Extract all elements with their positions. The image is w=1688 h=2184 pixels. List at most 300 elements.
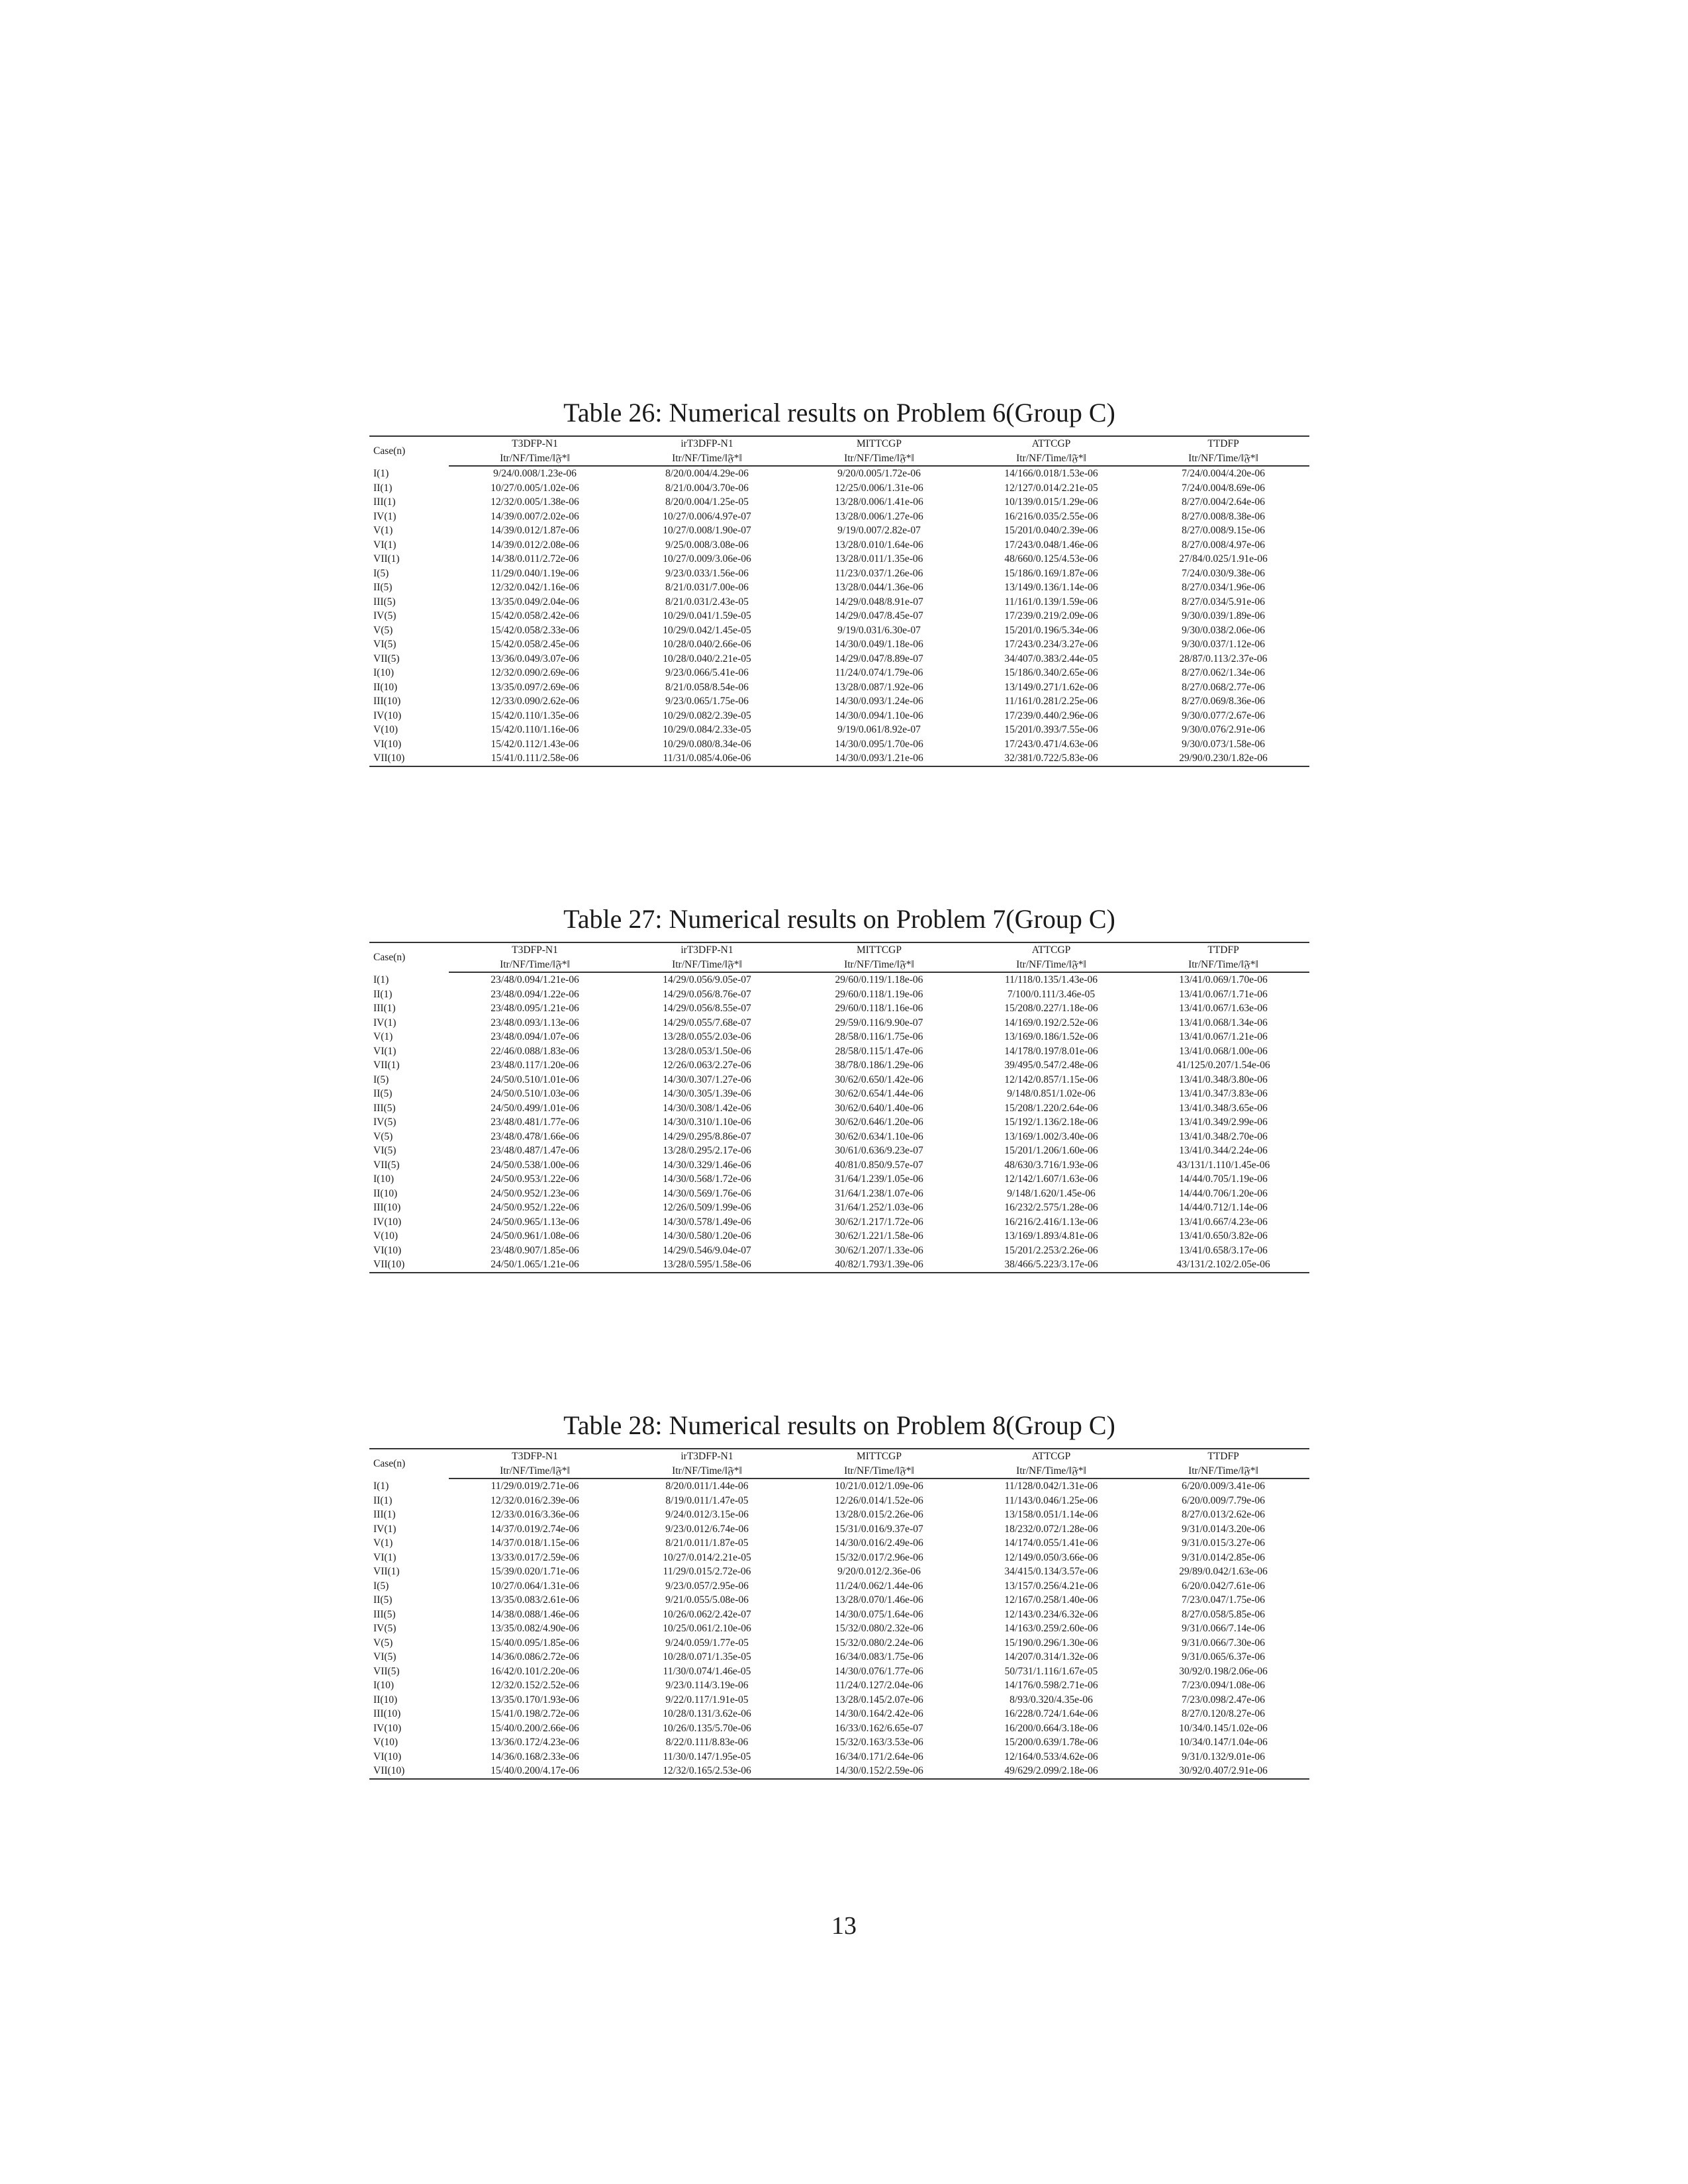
result-cell: 30/92/0.407/2.91e-06 [1137, 1764, 1309, 1779]
table-row [369, 1187, 1309, 1201]
table-28-block [369, 1410, 1309, 1780]
result-cell: 11/23/0.037/1.26e-06 [835, 567, 923, 579]
result-cell: 13/157/0.256/4.21e-06 [1004, 1580, 1098, 1592]
result-cell: 10/34/0.145/1.02e-06 [1179, 1722, 1268, 1734]
case-cell: II(1) [373, 1494, 393, 1506]
result-cell: 17/239/0.440/2.96e-06 [1004, 709, 1098, 721]
result-cell: 8/20/0.011/1.44e-06 [665, 1480, 749, 1492]
result-cell: 23/48/0.095/1.21e-06 [491, 1003, 579, 1014]
result-cell: 13/33/0.017/2.59e-06 [491, 1551, 579, 1563]
result-cell: 13/41/0.348/3.65e-06 [1179, 1102, 1268, 1114]
metric-header: Itr/NF/Time/‖𝔉*‖ [449, 451, 621, 467]
table-row [369, 1101, 1309, 1116]
result-cell: 48/630/3.716/1.93e-06 [1004, 1159, 1098, 1171]
result-cell: 15/32/0.163/3.53e-06 [835, 1737, 923, 1748]
table-row [369, 1201, 1309, 1215]
result-cell: 12/32/0.165/2.53e-06 [621, 1764, 793, 1779]
result-cell: 49/629/2.099/2.18e-06 [965, 1764, 1137, 1779]
result-cell: 48/660/0.125/4.53e-06 [1004, 553, 1098, 565]
result-cell: 14/39/0.012/1.87e-06 [491, 525, 579, 536]
result-cell: 15/39/0.020/1.71e-06 [491, 1566, 579, 1577]
result-cell: 27/84/0.025/1.91e-06 [1179, 553, 1268, 565]
table-row [369, 1158, 1309, 1173]
table-row [369, 1215, 1309, 1230]
result-cell: 31/64/1.239/1.05e-06 [835, 1173, 923, 1185]
result-cell: 8/22/0.111/8.83e-06 [665, 1737, 749, 1748]
result-cell: 15/40/0.200/2.66e-06 [491, 1722, 579, 1734]
result-cell: 14/30/0.093/1.24e-06 [835, 696, 923, 707]
result-cell: 9/23/0.065/1.75e-06 [665, 696, 749, 707]
result-cell: 14/176/0.598/2.71e-06 [1004, 1680, 1098, 1691]
result-cell: 11/31/0.085/4.06e-06 [621, 751, 793, 766]
table-row [369, 1750, 1309, 1764]
result-cell: 15/201/0.040/2.39e-06 [1004, 525, 1098, 536]
result-cell: 14/29/0.056/8.55e-07 [663, 1003, 751, 1014]
table-row [369, 595, 1309, 610]
result-cell: 22/46/0.088/1.83e-06 [491, 1045, 579, 1057]
result-cell: 15/42/0.110/1.16e-06 [491, 724, 579, 735]
result-cell: 6/20/0.009/3.41e-06 [1182, 1480, 1265, 1492]
method-header: ATTCGP [965, 1449, 1137, 1464]
table-row [369, 1257, 1309, 1273]
table-row [369, 694, 1309, 709]
result-cell: 9/19/0.061/8.92e-07 [837, 724, 921, 735]
method-header: T3DFP-N1 [449, 1449, 621, 1464]
result-cell: 13/28/0.595/1.58e-06 [621, 1257, 793, 1273]
result-cell: 11/161/0.139/1.59e-06 [1004, 596, 1098, 608]
case-cell: II(1) [373, 988, 393, 1000]
case-cell: VII(1) [373, 1060, 400, 1071]
table-row [369, 466, 1309, 481]
result-cell: 14/30/0.093/1.21e-06 [793, 751, 965, 766]
case-cell: II(10) [373, 1694, 398, 1706]
result-cell: 10/34/0.147/1.04e-06 [1179, 1737, 1268, 1748]
result-cell: 15/32/0.017/2.96e-06 [835, 1551, 923, 1563]
result-cell: 16/228/0.724/1.64e-06 [1004, 1708, 1098, 1719]
result-cell: 13/41/0.650/3.82e-06 [1179, 1230, 1268, 1242]
result-cell: 10/26/0.135/5.70e-06 [663, 1722, 751, 1734]
result-cell: 23/48/0.093/1.13e-06 [491, 1017, 579, 1028]
table-row [369, 1016, 1309, 1030]
case-cell: V(5) [373, 624, 393, 636]
table-row [369, 1229, 1309, 1244]
result-cell: 9/24/0.059/1.77e-05 [665, 1637, 749, 1649]
result-cell: 24/50/0.965/1.13e-06 [491, 1216, 579, 1228]
result-cell: 11/30/0.147/1.95e-05 [663, 1751, 751, 1762]
case-cell: V(1) [373, 525, 393, 536]
result-cell: 14/29/0.047/8.45e-07 [835, 610, 923, 621]
table-row [369, 1636, 1309, 1651]
case-cell: V(1) [373, 1031, 393, 1042]
result-cell: 15/42/0.112/1.43e-06 [491, 738, 579, 750]
case-cell: VI(10) [373, 1751, 402, 1762]
result-cell: 9/23/0.033/1.56e-06 [665, 567, 749, 579]
result-cell: 16/216/0.035/2.55e-06 [1004, 510, 1098, 522]
result-cell: 13/28/0.053/1.50e-06 [663, 1045, 751, 1057]
result-cell: 10/29/0.084/2.33e-05 [663, 724, 751, 735]
result-cell: 11/143/0.046/1.25e-06 [1004, 1494, 1098, 1506]
table-row [369, 1707, 1309, 1721]
result-cell: 9/19/0.031/6.30e-07 [837, 624, 921, 636]
result-cell: 13/41/0.658/3.17e-06 [1179, 1244, 1268, 1256]
result-cell: 17/243/0.048/1.46e-06 [1004, 539, 1098, 551]
result-cell: 28/87/0.113/2.37e-06 [1179, 653, 1268, 664]
result-cell: 11/118/0.135/1.43e-06 [1004, 974, 1098, 985]
result-cell: 14/29/0.056/9.05e-07 [663, 974, 751, 985]
result-cell: 9/19/0.007/2.82e-07 [837, 525, 921, 536]
result-cell: 13/28/0.015/2.26e-06 [835, 1509, 923, 1520]
result-cell: 13/149/0.136/1.14e-06 [1004, 582, 1098, 593]
result-cell: 8/21/0.011/1.87e-05 [665, 1537, 749, 1549]
result-cell: 15/186/0.340/2.65e-06 [1004, 667, 1098, 678]
result-cell: 9/31/0.066/7.30e-06 [1182, 1637, 1265, 1649]
case-cell: II(1) [373, 482, 393, 494]
case-cell: VII(10) [369, 1257, 449, 1273]
result-cell: 9/30/0.039/1.89e-06 [1182, 610, 1265, 621]
result-cell: 11/29/0.015/2.72e-06 [663, 1566, 751, 1577]
result-cell: 30/92/0.198/2.06e-06 [1179, 1665, 1268, 1677]
result-cell: 14/29/0.047/8.89e-07 [835, 653, 923, 664]
result-cell: 14/30/0.075/1.64e-06 [835, 1608, 923, 1620]
result-cell: 34/415/0.134/3.57e-06 [1004, 1566, 1098, 1577]
result-cell: 17/243/0.471/4.63e-06 [1004, 738, 1098, 750]
result-cell: 14/29/0.056/8.76e-07 [663, 988, 751, 1000]
result-cell: 31/64/1.252/1.03e-06 [835, 1202, 923, 1213]
table-row [369, 637, 1309, 652]
result-cell: 12/164/0.533/4.62e-06 [1004, 1751, 1098, 1762]
result-cell: 12/32/0.016/2.39e-06 [491, 1494, 579, 1506]
result-cell: 14/30/0.308/1.42e-06 [663, 1102, 751, 1114]
result-cell: 13/169/0.186/1.52e-06 [1004, 1031, 1098, 1042]
result-cell: 32/381/0.722/5.83e-06 [965, 751, 1137, 766]
table-row [369, 1664, 1309, 1679]
result-cell: 10/29/0.080/8.34e-06 [663, 738, 751, 750]
result-cell: 13/41/0.068/1.00e-06 [1179, 1045, 1268, 1057]
table-row [369, 1593, 1309, 1608]
result-cell: 24/50/0.952/1.23e-06 [491, 1187, 579, 1199]
metric-header: Itr/NF/Time/‖𝔉*‖ [965, 958, 1137, 973]
result-cell: 13/35/0.049/2.04e-06 [491, 596, 579, 608]
result-cell: 29/60/0.118/1.19e-06 [835, 988, 923, 1000]
result-cell: 13/28/0.070/1.46e-06 [835, 1594, 923, 1606]
result-cell: 8/20/0.004/1.25e-05 [665, 496, 749, 508]
result-cell: 16/34/0.171/2.64e-06 [835, 1751, 923, 1762]
method-header: T3DFP-N1 [449, 436, 621, 451]
result-cell: 14/39/0.007/2.02e-06 [491, 510, 579, 522]
result-cell: 13/41/0.068/1.34e-06 [1179, 1017, 1268, 1028]
result-cell: 23/48/0.094/1.07e-06 [491, 1031, 579, 1042]
table-row [369, 1693, 1309, 1707]
result-cell: 9/23/0.057/2.95e-06 [665, 1580, 749, 1592]
table-body [369, 1479, 1309, 1779]
method-header: TTDFP [1137, 436, 1309, 451]
results-table [369, 1448, 1309, 1780]
result-cell: 14/30/0.095/1.70e-06 [835, 738, 923, 750]
result-cell: 10/27/0.009/3.06e-06 [663, 553, 751, 565]
result-cell: 9/23/0.066/5.41e-06 [665, 667, 749, 678]
result-cell: 9/30/0.038/2.06e-06 [1182, 624, 1265, 636]
result-cell: 12/26/0.063/2.27e-06 [663, 1060, 751, 1071]
result-cell: 8/19/0.011/1.47e-05 [665, 1494, 749, 1506]
table-row [369, 1608, 1309, 1622]
result-cell: 15/42/0.058/2.42e-06 [491, 610, 579, 621]
result-cell: 15/201/1.206/1.60e-06 [1004, 1145, 1098, 1156]
table-row [369, 1522, 1309, 1537]
table-body [369, 466, 1309, 766]
result-cell: 30/62/0.650/1.42e-06 [835, 1073, 923, 1085]
method-header: irT3DFP-N1 [621, 436, 793, 451]
table-row [369, 609, 1309, 623]
result-cell: 8/21/0.058/8.54e-06 [665, 681, 749, 693]
result-cell: 14/37/0.019/2.74e-06 [491, 1523, 579, 1535]
metric-header: Itr/NF/Time/‖𝔉*‖ [1137, 958, 1309, 973]
case-cell: IV(5) [373, 1623, 397, 1634]
result-cell: 12/26/0.014/1.52e-06 [835, 1494, 923, 1506]
case-cell: VI(1) [373, 1045, 397, 1057]
table-row [369, 1551, 1309, 1565]
result-cell: 10/139/0.015/1.29e-06 [1004, 496, 1098, 508]
case-cell: IV(1) [373, 510, 397, 522]
case-cell: V(1) [373, 1537, 393, 1549]
result-cell: 8/21/0.004/3.70e-06 [665, 482, 749, 494]
result-cell: 13/41/0.348/2.70e-06 [1179, 1130, 1268, 1142]
result-cell: 9/20/0.005/1.72e-06 [837, 468, 921, 479]
case-cell: VI(10) [373, 738, 402, 750]
result-cell: 14/30/0.580/1.20e-06 [663, 1230, 751, 1242]
case-cell: IV(10) [373, 1722, 402, 1734]
result-cell: 7/100/0.111/3.46e-05 [1007, 988, 1096, 1000]
result-cell: 9/30/0.037/1.12e-06 [1182, 639, 1265, 650]
result-cell: 18/232/0.072/1.28e-06 [1004, 1523, 1098, 1535]
result-cell: 12/149/0.050/3.66e-06 [1004, 1551, 1098, 1563]
metric-header: Itr/NF/Time/‖𝔉*‖ [793, 451, 965, 467]
table-row [369, 1494, 1309, 1508]
case-cell: III(5) [373, 1608, 396, 1620]
table-row [369, 1650, 1309, 1664]
result-cell: 23/48/0.481/1.77e-06 [491, 1116, 579, 1128]
result-cell: 10/27/0.005/1.02e-06 [491, 482, 579, 494]
result-cell: 23/48/0.094/1.21e-06 [491, 974, 579, 985]
result-cell: 38/466/5.223/3.17e-06 [965, 1257, 1137, 1273]
case-cell: III(10) [373, 1708, 401, 1719]
result-cell: 16/216/2.416/1.13e-06 [1004, 1216, 1098, 1228]
metric-header: Itr/NF/Time/‖𝔉*‖ [965, 1464, 1137, 1479]
case-cell: VI(5) [373, 1145, 397, 1156]
result-cell: 23/48/0.907/1.85e-06 [491, 1244, 579, 1256]
result-cell: 13/28/0.006/1.41e-06 [835, 496, 923, 508]
case-cell: VII(1) [373, 1566, 400, 1577]
result-cell: 13/169/1.893/4.81e-06 [1004, 1230, 1098, 1242]
result-cell: 6/20/0.009/7.79e-06 [1182, 1494, 1265, 1506]
case-cell: III(1) [373, 1509, 396, 1520]
table-row [369, 481, 1309, 496]
result-cell: 24/50/0.538/1.00e-06 [491, 1159, 579, 1171]
result-cell: 15/40/0.200/4.17e-06 [449, 1764, 621, 1779]
result-cell: 11/24/0.127/2.04e-06 [835, 1680, 923, 1691]
result-cell: 12/25/0.006/1.31e-06 [835, 482, 923, 494]
table-row [369, 972, 1309, 987]
result-cell: 14/30/0.152/2.59e-06 [793, 1764, 965, 1779]
result-cell: 24/50/0.510/1.01e-06 [491, 1073, 579, 1085]
result-cell: 30/62/1.217/1.72e-06 [835, 1216, 923, 1228]
result-cell: 16/42/0.101/2.20e-06 [491, 1665, 579, 1677]
case-cell: V(10) [373, 724, 399, 735]
case-cell: VII(5) [373, 1159, 400, 1171]
result-cell: 13/36/0.049/3.07e-06 [491, 653, 579, 664]
result-cell: 15/208/1.220/2.64e-06 [1004, 1102, 1098, 1114]
result-cell: 7/23/0.098/2.47e-06 [1182, 1694, 1265, 1706]
result-cell: 14/44/0.712/1.14e-06 [1179, 1202, 1268, 1213]
result-cell: 14/30/0.305/1.39e-06 [663, 1088, 751, 1099]
result-cell: 13/149/0.271/1.62e-06 [1004, 681, 1098, 693]
table-row [369, 1479, 1309, 1494]
method-header: ATTCGP [965, 436, 1137, 451]
result-cell: 15/201/2.253/2.26e-06 [1004, 1244, 1098, 1256]
case-cell: IV(10) [373, 1216, 402, 1228]
metric-header: Itr/NF/Time/‖𝔉*‖ [1137, 451, 1309, 467]
result-cell: 39/495/0.547/2.48e-06 [1004, 1060, 1098, 1071]
metric-header: Itr/NF/Time/‖𝔉*‖ [449, 958, 621, 973]
result-cell: 12/127/0.014/2.21e-05 [1004, 482, 1098, 494]
result-cell: 14/207/0.314/1.32e-06 [1004, 1651, 1098, 1662]
case-cell: IV(1) [373, 1017, 397, 1028]
result-cell: 10/28/0.040/2.21e-05 [663, 653, 751, 664]
table-row [369, 680, 1309, 695]
case-cell: VII(5) [373, 1665, 400, 1677]
result-cell: 10/29/0.041/1.59e-05 [663, 610, 751, 621]
page-number: 13 [831, 1912, 857, 1940]
result-cell: 40/82/1.793/1.39e-06 [793, 1257, 965, 1273]
result-cell: 7/24/0.004/4.20e-06 [1182, 468, 1265, 479]
result-cell: 13/41/0.348/3.80e-06 [1179, 1073, 1268, 1085]
case-cell: V(10) [373, 1230, 399, 1242]
result-cell: 8/27/0.013/2.62e-06 [1182, 1509, 1265, 1520]
result-cell: 15/192/1.136/2.18e-06 [1004, 1116, 1098, 1128]
result-cell: 14/29/0.546/9.04e-07 [663, 1244, 751, 1256]
result-cell: 31/64/1.238/1.07e-06 [835, 1187, 923, 1199]
result-cell: 43/131/2.102/2.05e-06 [1137, 1257, 1309, 1273]
case-cell: IV(5) [373, 610, 397, 621]
result-cell: 24/50/0.510/1.03e-06 [491, 1088, 579, 1099]
result-cell: 8/27/0.008/9.15e-06 [1182, 525, 1265, 536]
result-cell: 9/148/0.851/1.02e-06 [1007, 1088, 1096, 1099]
result-cell: 14/29/0.295/8.86e-07 [663, 1130, 751, 1142]
case-header: Case(n) [369, 942, 449, 972]
result-cell: 13/35/0.170/1.93e-06 [491, 1694, 579, 1706]
table-row [369, 1536, 1309, 1551]
table-row [369, 987, 1309, 1002]
result-cell: 14/38/0.011/2.72e-06 [491, 553, 579, 565]
result-cell: 30/62/0.634/1.10e-06 [835, 1130, 923, 1142]
result-cell: 9/148/1.620/1.45e-06 [1007, 1187, 1096, 1199]
case-cell: VI(1) [373, 1551, 397, 1563]
result-cell: 15/32/0.080/2.32e-06 [835, 1623, 923, 1634]
result-cell: 13/35/0.097/2.69e-06 [491, 681, 579, 693]
table-row [369, 510, 1309, 524]
case-cell: II(10) [373, 681, 398, 693]
result-cell: 14/36/0.168/2.33e-06 [491, 1751, 579, 1762]
result-cell: 13/35/0.082/4.90e-06 [491, 1623, 579, 1634]
result-cell: 13/28/0.044/1.36e-06 [835, 582, 923, 593]
result-cell: 13/28/0.055/2.03e-06 [663, 1031, 751, 1042]
case-cell: II(5) [373, 1088, 393, 1099]
result-cell: 10/29/0.082/2.39e-05 [663, 709, 751, 721]
case-cell: I(5) [373, 1073, 389, 1085]
table-body [369, 972, 1309, 1273]
table-row [369, 666, 1309, 680]
table-27-block [369, 903, 1309, 1273]
result-cell: 6/20/0.042/7.61e-06 [1182, 1580, 1265, 1592]
result-cell: 23/48/0.478/1.66e-06 [491, 1130, 579, 1142]
result-cell: 9/30/0.077/2.67e-06 [1182, 709, 1265, 721]
case-cell: V(5) [373, 1637, 393, 1649]
table-row [369, 723, 1309, 737]
table-row [369, 1130, 1309, 1144]
result-cell: 15/41/0.111/2.58e-06 [449, 751, 621, 766]
result-cell: 11/29/0.019/2.71e-06 [491, 1480, 579, 1492]
result-cell: 40/81/0.850/9.57e-07 [835, 1159, 923, 1171]
table-row [369, 1044, 1309, 1059]
result-cell: 14/44/0.705/1.19e-06 [1179, 1173, 1268, 1185]
result-cell: 34/407/0.383/2.44e-05 [1004, 653, 1098, 664]
table-26-block [369, 397, 1309, 767]
result-cell: 11/30/0.074/1.46e-05 [663, 1665, 751, 1677]
case-cell: I(5) [373, 567, 389, 579]
result-cell: 12/33/0.090/2.62e-06 [491, 696, 579, 707]
case-cell: III(5) [373, 1102, 396, 1114]
result-cell: 14/166/0.018/1.53e-06 [1004, 468, 1098, 479]
metric-header: Itr/NF/Time/‖𝔉*‖ [621, 451, 793, 467]
case-cell: I(1) [373, 1480, 389, 1492]
case-cell: III(5) [373, 596, 396, 608]
table-row [369, 1621, 1309, 1636]
result-cell: 8/21/0.031/2.43e-05 [665, 596, 749, 608]
case-cell: I(10) [373, 1680, 394, 1691]
result-cell: 23/48/0.094/1.22e-06 [491, 988, 579, 1000]
result-cell: 13/41/0.067/1.21e-06 [1179, 1031, 1268, 1042]
result-cell: 8/21/0.031/7.00e-06 [665, 582, 749, 593]
result-cell: 13/28/0.145/2.07e-06 [835, 1694, 923, 1706]
case-cell: VII(10) [369, 751, 449, 766]
result-cell: 10/21/0.012/1.09e-06 [835, 1480, 923, 1492]
results-table [369, 435, 1309, 767]
method-header: TTDFP [1137, 1449, 1309, 1464]
result-cell: 13/28/0.087/1.92e-06 [835, 681, 923, 693]
result-cell: 41/125/0.207/1.54e-06 [1176, 1060, 1270, 1071]
result-cell: 7/23/0.094/1.08e-06 [1182, 1680, 1265, 1691]
result-cell: 11/24/0.074/1.79e-06 [835, 667, 923, 678]
result-cell: 17/243/0.234/3.27e-06 [1004, 639, 1098, 650]
result-cell: 12/32/0.042/1.16e-06 [491, 582, 579, 593]
result-cell: 13/28/0.010/1.64e-06 [835, 539, 923, 551]
table-row [369, 709, 1309, 723]
result-cell: 9/22/0.117/1.91e-05 [665, 1694, 749, 1706]
metric-header: Itr/NF/Time/‖𝔉*‖ [449, 1464, 621, 1479]
case-cell: II(5) [373, 1594, 393, 1606]
case-cell: V(10) [373, 1737, 399, 1748]
result-cell: 14/30/0.164/2.42e-06 [835, 1708, 923, 1719]
case-header: Case(n) [369, 436, 449, 466]
result-cell: 15/32/0.080/2.24e-06 [835, 1637, 923, 1649]
table-row [369, 523, 1309, 538]
result-cell: 13/28/0.295/2.17e-06 [663, 1145, 751, 1156]
result-cell: 10/27/0.014/2.21e-05 [663, 1551, 751, 1563]
case-cell: VI(1) [373, 539, 397, 551]
result-cell: 24/50/0.952/1.22e-06 [491, 1202, 579, 1213]
result-cell: 8/27/0.069/8.36e-06 [1182, 696, 1265, 707]
result-cell: 11/128/0.042/1.31e-06 [1004, 1480, 1098, 1492]
case-cell: III(10) [373, 1202, 401, 1213]
